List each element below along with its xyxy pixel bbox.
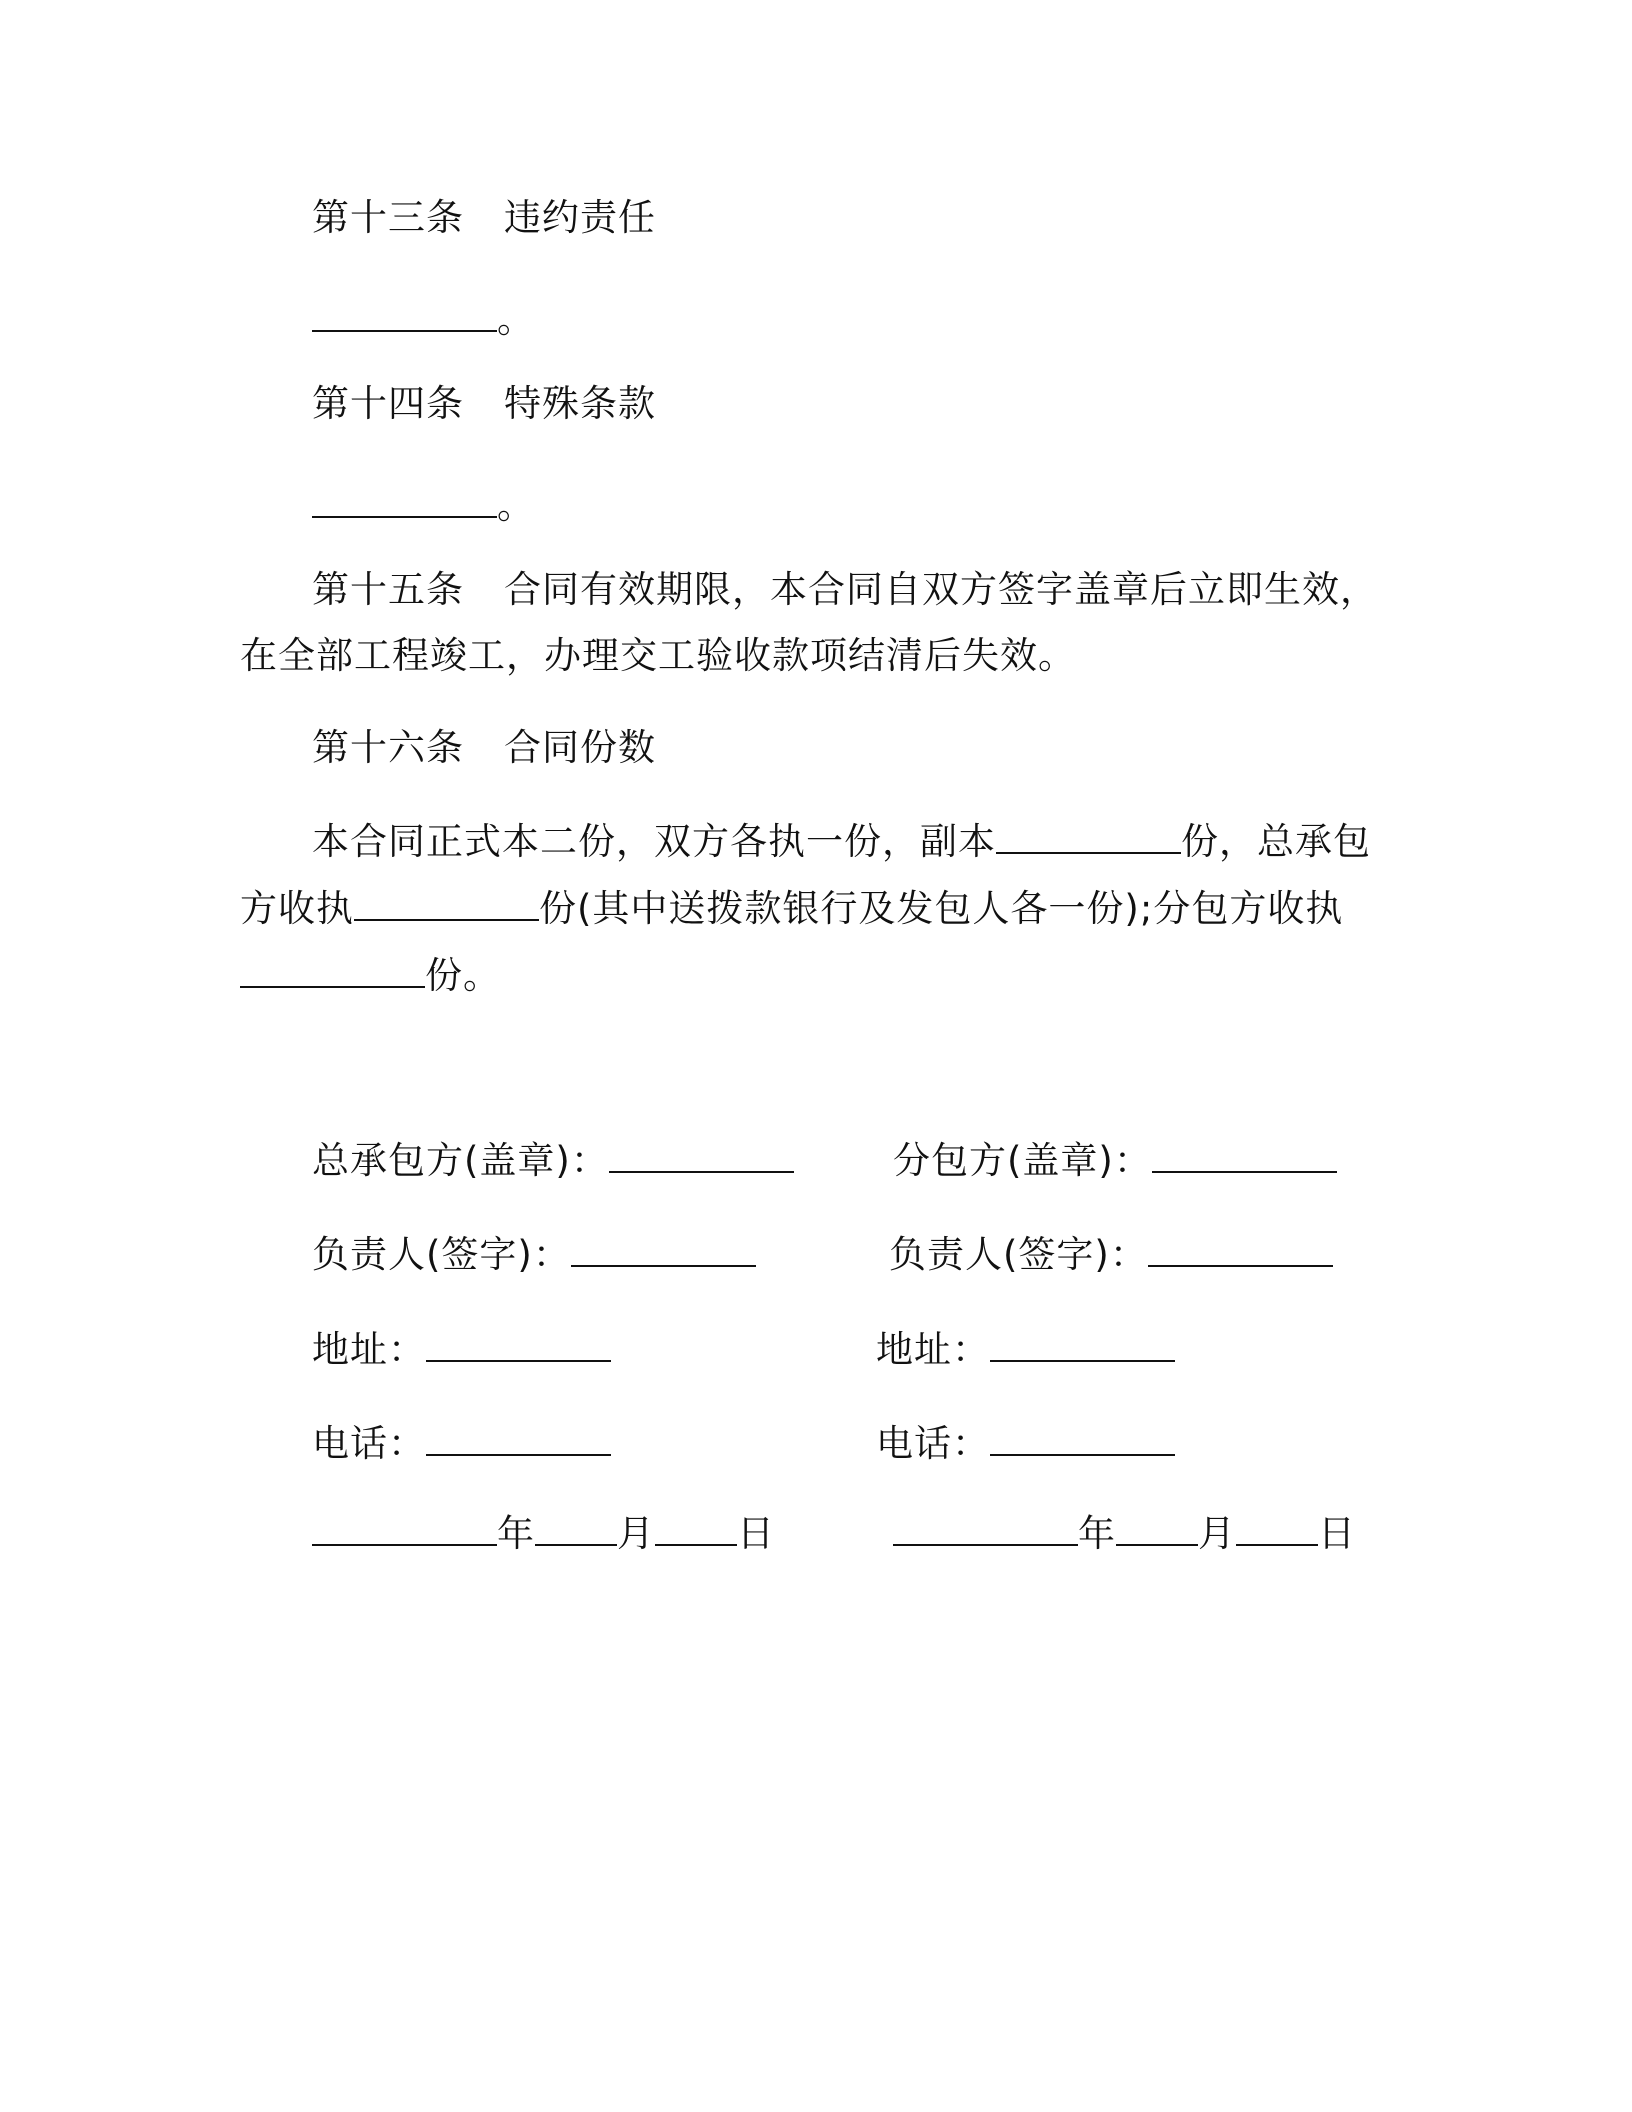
- fill-blank[interactable]: [990, 1424, 1175, 1456]
- month-blank[interactable]: [535, 1514, 617, 1546]
- label: 月: [617, 1512, 655, 1555]
- article-14-number: 第十四条: [312, 382, 464, 425]
- label: 分包方(盖章)：: [893, 1139, 1152, 1182]
- label: 月: [1198, 1512, 1236, 1555]
- left-phone: [312, 1422, 611, 1466]
- article-14-title: 特殊条款: [504, 382, 656, 425]
- article-16-title: 合同份数: [504, 726, 656, 769]
- article-16-heading: [312, 726, 656, 770]
- day-blank[interactable]: [1236, 1514, 1318, 1546]
- label: 日: [1318, 1512, 1356, 1555]
- label: 地址：: [876, 1328, 990, 1371]
- fill-blank[interactable]: [1152, 1141, 1337, 1173]
- fill-blank[interactable]: [312, 300, 497, 332]
- fill-blank[interactable]: [996, 822, 1181, 854]
- article-13-number: 第十三条: [312, 196, 464, 239]
- article-15-line-2: [240, 634, 1076, 678]
- right-address: [876, 1328, 1175, 1372]
- label: 总承包方(盖章)：: [312, 1139, 609, 1182]
- article-15-text-2: 在全部工程竣工，办理交工验收款项结清后失效。: [240, 634, 1076, 677]
- article-15-number: 第十五条: [312, 568, 464, 611]
- left-address: [312, 1328, 611, 1372]
- article-16-para-line-3: [240, 954, 501, 998]
- article-16-number: 第十六条: [312, 726, 464, 769]
- article-13-title: 违约责任: [504, 196, 656, 239]
- year-blank[interactable]: [312, 1514, 497, 1546]
- label: 日: [737, 1512, 775, 1555]
- right-person-sign: [889, 1233, 1333, 1277]
- left-date: [312, 1512, 775, 1556]
- para-text: 份，总承包: [1181, 820, 1371, 863]
- article-14-blank-line: [312, 484, 535, 528]
- article-15-line-1: [312, 568, 1378, 612]
- right-date: [893, 1512, 1356, 1556]
- left-person-sign: [312, 1233, 756, 1277]
- right-party-seal: [893, 1139, 1337, 1183]
- fill-blank[interactable]: [426, 1330, 611, 1362]
- fill-blank[interactable]: [426, 1424, 611, 1456]
- left-party-seal: [312, 1139, 794, 1183]
- fill-blank[interactable]: [312, 486, 497, 518]
- punctuation: 。: [497, 298, 535, 341]
- fill-blank[interactable]: [571, 1235, 756, 1267]
- label: 年: [1078, 1512, 1116, 1555]
- para-text: 份(其中送拨款银行及发包人各一份);分包方收执: [539, 887, 1344, 930]
- article-14-heading: [312, 382, 656, 426]
- label: 地址：: [312, 1328, 426, 1371]
- fill-blank[interactable]: [240, 956, 425, 988]
- label: 负责人(签字)：: [312, 1233, 571, 1276]
- article-16-para-line-2: [240, 887, 1343, 931]
- para-text: 方收执: [240, 887, 354, 930]
- fill-blank[interactable]: [990, 1330, 1175, 1362]
- article-13-heading: [312, 196, 656, 240]
- month-blank[interactable]: [1116, 1514, 1198, 1546]
- right-phone: [876, 1422, 1175, 1466]
- fill-blank[interactable]: [354, 889, 539, 921]
- day-blank[interactable]: [655, 1514, 737, 1546]
- fill-blank[interactable]: [1148, 1235, 1333, 1267]
- para-text: 本合同正式本二份，双方各执一份，副本: [312, 820, 996, 863]
- year-blank[interactable]: [893, 1514, 1078, 1546]
- label: 电话：: [312, 1422, 426, 1465]
- label: 年: [497, 1512, 535, 1555]
- punctuation: 。: [497, 484, 535, 527]
- label: 电话：: [876, 1422, 990, 1465]
- article-13-blank-line: [312, 298, 535, 342]
- para-text: 份。: [425, 954, 501, 997]
- label: 负责人(签字)：: [889, 1233, 1148, 1276]
- fill-blank[interactable]: [609, 1141, 794, 1173]
- article-15-text-1: 合同有效期限，本合同自双方签字盖章后立即生效，: [504, 568, 1378, 611]
- article-16-para-line-1: [312, 820, 1371, 864]
